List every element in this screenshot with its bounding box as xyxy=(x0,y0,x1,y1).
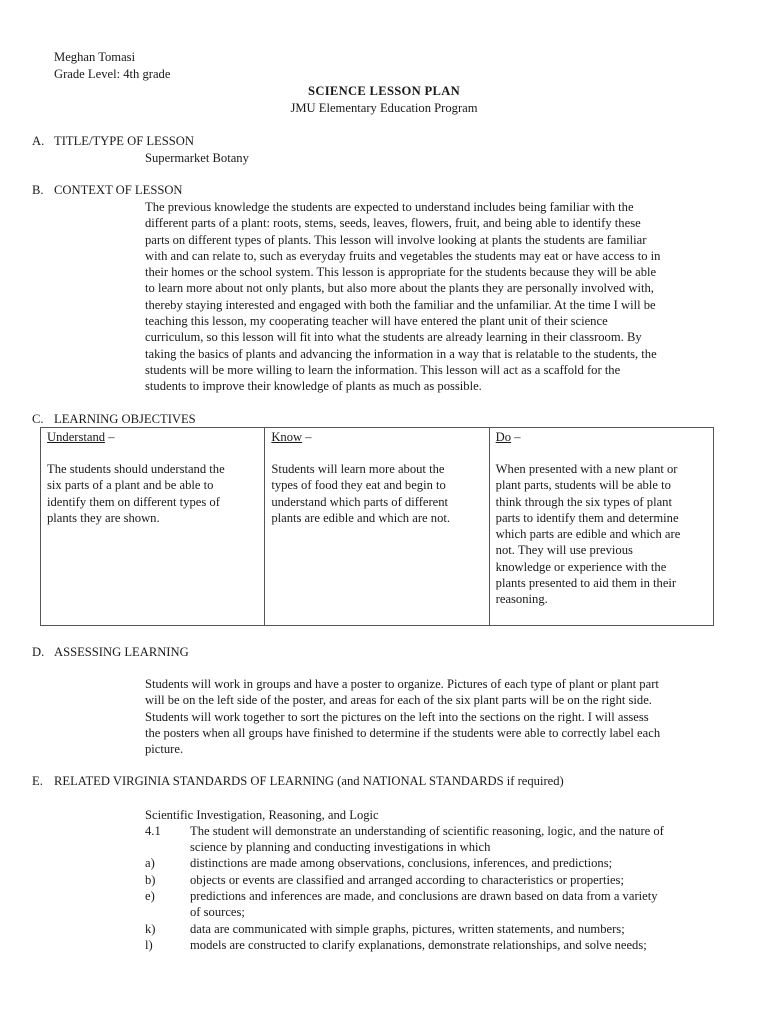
section-c-letter: C. xyxy=(32,412,44,426)
standard-text: The student will demonstrate an understanding of scientific reasoning, logic, and the nature of xyxy=(190,824,664,838)
objective-line: plants presented to aid them in their xyxy=(495,576,677,591)
objective-dash: – xyxy=(105,430,115,444)
objective-line: plant parts, students will be able to xyxy=(495,478,671,493)
objective-line: types of food they eat and begin to xyxy=(271,478,446,493)
objective-line: not. They will use previous xyxy=(495,543,633,558)
assessment-line: Students will work together to sort the pictures on the left into the sections on the right. I will assess xyxy=(145,709,649,724)
objective-line: think through the six types of plant xyxy=(495,494,672,509)
objective-line: parts to identify them and determine xyxy=(495,510,679,525)
objective-do-cell xyxy=(489,428,713,626)
context-line: students will be more willing to learn the information. This lesson will act as a scaffold for the xyxy=(145,362,621,377)
objective-line: reasoning. xyxy=(495,592,548,607)
section-d-heading: ASSESSING LEARNING xyxy=(54,645,189,659)
standard-text: of sources; xyxy=(190,905,245,919)
assessment-paragraph xyxy=(145,676,713,757)
standard-text: distinctions are made among observations, conclusions, inferences, and predictions; xyxy=(190,856,613,870)
assessment-line: will be on the left side of the poster, and areas for each of the six plant parts will be on the right side. xyxy=(145,693,652,708)
objective-line: understand which parts of different xyxy=(271,494,449,509)
section-d-letter: D. xyxy=(32,645,45,659)
objective-dash: – xyxy=(511,430,521,444)
grade-level: Grade Level: 4th grade xyxy=(54,67,171,81)
objective-line: The students should understand the xyxy=(47,462,225,476)
objectives-table xyxy=(40,427,714,626)
context-line: thereby staying interested and engaged with both the familiar and the unfamiliar. At the time I will be xyxy=(145,297,656,312)
standard-number: l) xyxy=(145,938,153,952)
section-e-letter: E. xyxy=(32,774,43,788)
objective-understand-cell xyxy=(41,428,265,626)
context-line: with and can relate to, such as everyday fruits and vegetables the students may eat or have access to in xyxy=(145,248,661,263)
section-a-heading: TITLE/TYPE OF LESSON xyxy=(54,134,194,148)
objective-line: When presented with a new plant or xyxy=(495,462,678,476)
objective-line: six parts of a plant and be able to xyxy=(47,478,214,493)
standard-text: data are communicated with simple graphs, pictures, written statements, and numbers; xyxy=(190,922,625,936)
objective-line: plants they are shown. xyxy=(47,510,160,525)
context-line: parts on different types of plants. This lesson will involve looking at plants the students are familiar xyxy=(145,232,647,247)
author-name: Meghan Tomasi xyxy=(54,50,136,64)
standards-category: Scientific Investigation, Reasoning, and Logic xyxy=(145,808,379,822)
assessment-line: picture. xyxy=(145,742,184,757)
objective-dash: – xyxy=(302,430,312,444)
standard-number: k) xyxy=(145,922,156,936)
objective-line: which parts are edible and which are xyxy=(495,527,681,542)
standard-number: e) xyxy=(145,889,155,903)
section-b-heading: CONTEXT OF LESSON xyxy=(54,183,183,197)
standard-number: b) xyxy=(145,873,156,887)
objective-label: Know xyxy=(271,430,303,444)
page-title: SCIENCE LESSON PLAN xyxy=(308,84,460,98)
standard-text: science by planning and conducting investigations in which xyxy=(190,840,491,854)
context-line: curriculum, so this lesson will fit into what the students are already learning in their classroom. By xyxy=(145,330,642,345)
context-line: students to improve their knowledge of plants as much as possible. xyxy=(145,379,482,394)
context-line: their homes or the school system. This lesson is appropriate for the students because they will be able xyxy=(145,265,657,280)
section-a-letter: A. xyxy=(32,134,45,148)
objective-line: Students will learn more about the xyxy=(271,462,445,476)
assessment-line: the posters when all groups have finished to determine if the students were able to correctly label each xyxy=(145,725,661,740)
context-line: The previous knowledge the students are expected to understand includes being familiar with the xyxy=(145,200,634,214)
section-c-heading: LEARNING OBJECTIVES xyxy=(54,412,196,426)
context-line: taking the basics of plants and advancing the information in a way that is relatable to the students, the xyxy=(145,346,657,361)
standard-text: objects or events are classified and arranged according to characteristics or properties; xyxy=(190,873,624,887)
objective-label: Understand xyxy=(47,430,106,444)
lesson-title: Supermarket Botany xyxy=(145,151,249,165)
context-line: teaching this lesson, my cooperating teacher will have entered the plant unit of their science xyxy=(145,314,608,329)
page-subtitle: JMU Elementary Education Program xyxy=(290,101,478,115)
context-paragraph xyxy=(145,199,713,395)
standard-number: a) xyxy=(145,856,155,870)
objective-line: plants are edible and which are not. xyxy=(271,510,451,525)
section-b-letter: B. xyxy=(32,183,44,197)
objective-know-cell xyxy=(265,428,489,626)
objective-label: Do xyxy=(495,430,512,444)
assessment-line: Students will work in groups and have a poster to organize. Pictures of each type of plant or plant part xyxy=(145,677,659,691)
context-line: different parts of a plant: roots, stems, seeds, leaves, flowers, fruit, and being able to identify these xyxy=(145,216,641,231)
objective-line: identify them on different types of xyxy=(47,494,220,509)
objective-line: knowledge or experience with the xyxy=(495,559,667,574)
context-line: to learn more about not only plants, but also more about the plants they are personally involved with, xyxy=(145,281,654,296)
standard-text: predictions and inferences are made, and conclusions are drawn based on data from a variety xyxy=(190,889,658,903)
standard-number: 4.1 xyxy=(145,824,161,838)
objectives-row xyxy=(41,428,714,626)
standard-text: models are constructed to clarify explanations, demonstrate relationships, and solve needs; xyxy=(190,938,647,952)
section-e-heading: RELATED VIRGINIA STANDARDS OF LEARNING (and NATIONAL STANDARDS if required) xyxy=(54,774,564,788)
